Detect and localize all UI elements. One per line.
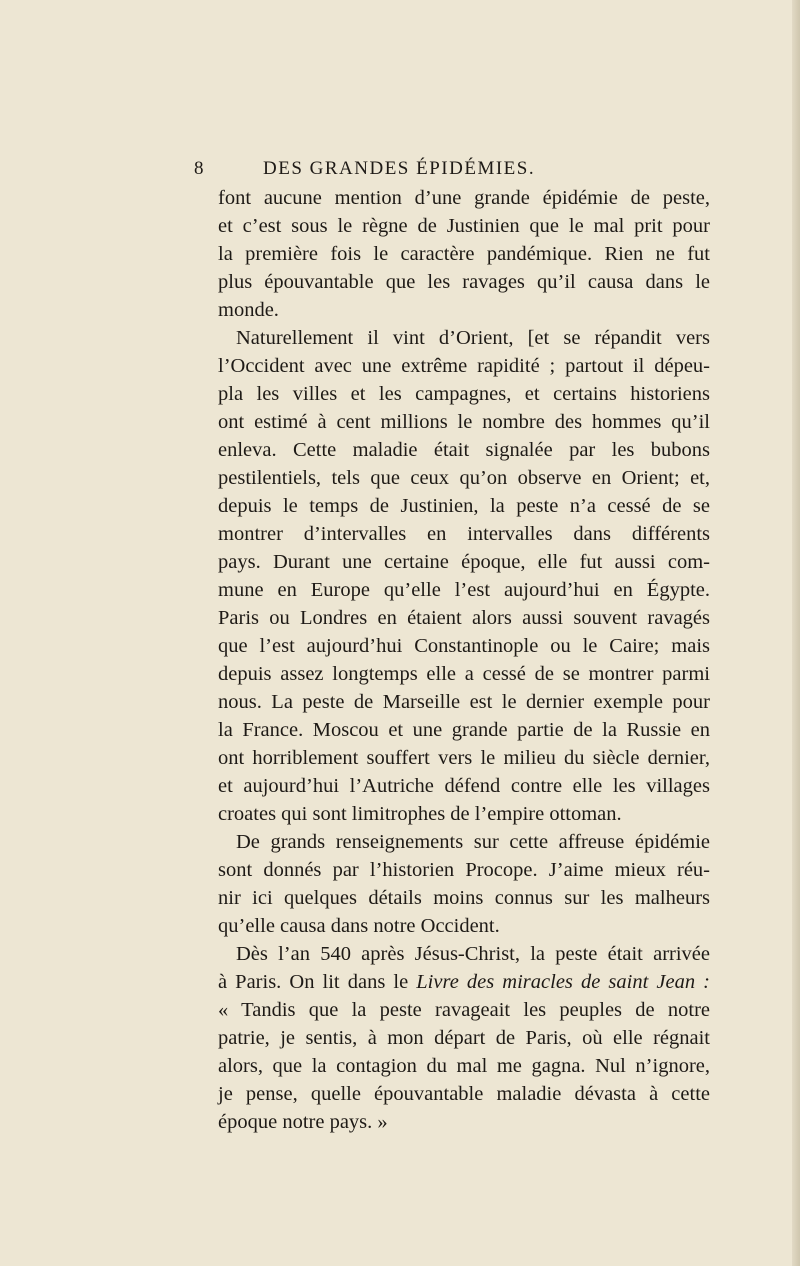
- text-line-with-title: [218, 968, 710, 996]
- text-line-start: à Paris. On lit dans le: [218, 971, 409, 993]
- page-header: [194, 158, 726, 184]
- text-line: mune en Europe qu’elle l’est aujourd’hui en Égypte.: [218, 579, 710, 601]
- text-line: qu’elle causa dans notre Occident.: [218, 915, 500, 937]
- text-line: nous. La peste de Marseille est le dernier exemple pour: [218, 691, 710, 713]
- text-line: monde.: [218, 299, 279, 321]
- text-line: depuis assez longtemps elle a cessé de se montrer parmi: [218, 663, 710, 685]
- text-line: que l’est aujourd’hui Constantinople ou le Caire; mais: [218, 635, 710, 657]
- text-line: la France. Moscou et une grande partie de la Russie en: [218, 719, 710, 741]
- text-line: font aucune mention d’une grande épidémie de peste,: [218, 187, 710, 209]
- text-line: « Tandis que la peste ravageait les peuples de notre: [218, 999, 710, 1021]
- body-text: [218, 184, 710, 1136]
- text-line: Naturellement il vint d’Orient, [et se répandit vers: [236, 327, 710, 349]
- text-line: pestilentiels, tels que ceux qu’on observe en Orient; et,: [218, 467, 710, 489]
- text-line: croates qui sont limitrophes de l’empire ottoman.: [218, 803, 622, 825]
- text-line: époque notre pays. »: [218, 1111, 388, 1133]
- text-line: ont estimé à cent millions le nombre des hommes qu’il: [218, 411, 710, 433]
- text-line: pla les villes et les campagnes, et certains historiens: [218, 383, 710, 405]
- book-title: Livre des miracles de saint Jean :: [416, 971, 710, 993]
- text-line: et aujourd’hui l’Autriche défend contre elle les villages: [218, 775, 710, 797]
- text-line: enleva. Cette maladie était signalée par les bubons: [218, 439, 710, 461]
- text-line: plus épouvantable que les ravages qu’il causa dans le: [218, 271, 710, 293]
- text-line: et c’est sous le règne de Justinien que le mal prit pour: [218, 215, 710, 237]
- text-line: De grands renseignements sur cette affreuse épidémie: [236, 831, 710, 853]
- text-line: montrer d’intervalles en intervalles dans différents: [218, 523, 710, 545]
- running-title: DES GRANDES ÉPIDÉMIES.: [263, 158, 536, 179]
- text-line: alors, que la contagion du mal me gagna. Nul n’ignore,: [218, 1055, 710, 1077]
- text-line: depuis le temps de Justinien, la peste n’a cessé de se: [218, 495, 710, 517]
- text-line: ont horriblement souffert vers le milieu du siècle dernier,: [218, 747, 710, 769]
- page-number: 8: [194, 158, 205, 179]
- page-edge: [792, 0, 800, 1266]
- text-line: Dès l’an 540 après Jésus-Christ, la peste était arrivée: [236, 943, 710, 965]
- text-line: sont donnés par l’historien Procope. J’aime mieux réu-: [218, 859, 710, 881]
- text-line: je pense, quelle épouvantable maladie dévasta à cette: [218, 1083, 710, 1105]
- text-line: Paris ou Londres en étaient alors aussi souvent ravagés: [218, 607, 710, 629]
- text-line: l’Occident avec une extrême rapidité ; partout il dépeu-: [218, 355, 710, 377]
- text-line: la première fois le caractère pandémique. Rien ne fut: [218, 243, 710, 265]
- text-line: nir ici quelques détails moins connus sur les malheurs: [218, 887, 710, 909]
- text-line: pays. Durant une certaine époque, elle fut aussi com-: [218, 551, 710, 573]
- text-line: patrie, je sentis, à mon départ de Paris, où elle régnait: [218, 1027, 710, 1049]
